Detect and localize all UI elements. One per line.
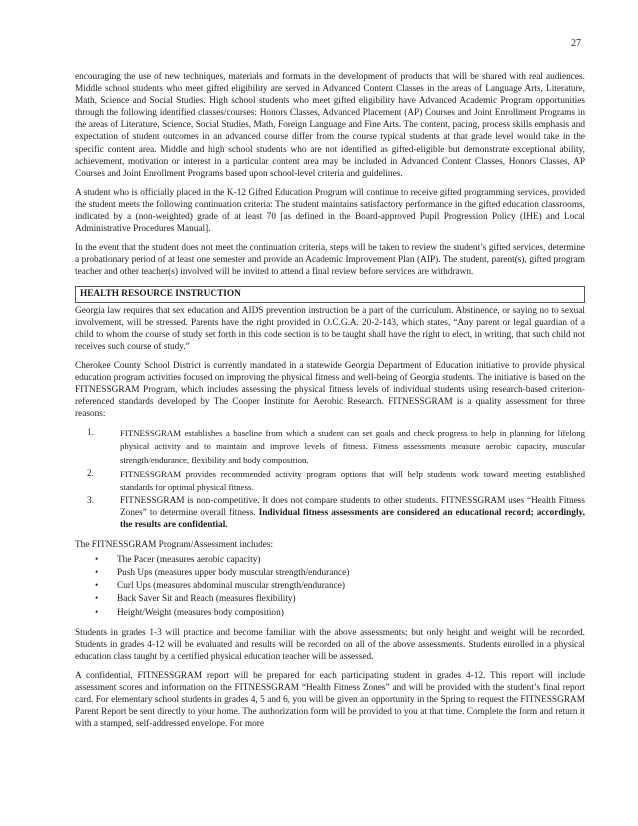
list-item [95,607,585,619]
paragraph-georgia-law: Georgia law requires that sex education and AIDS prevention instruction be a part of the curriculum. Abstinence, or saying no to sexual involvement, will be stressed. Parents have the right provided in O.C.G.A. 20-2-143, which states, “Any parent or legal guardian of a child to whom the course of study set forth in this code section is to be taught shall have the right to elect, in writing, that such child not receives such course of study.” [75,305,585,352]
bullet-icon: • [95,568,99,579]
list-text: FITNESSGRAM is non-competitive. It does not compare students to other students. FITNESSGRAM uses “Health Fitness Zones” to determine overall fitness. [120,495,585,518]
bullet-icon: • [95,555,99,566]
bullet-icon: • [95,581,99,592]
list-text-bold: Individual fitness assessments are considered an educational record; accordingly, the results are confidential. [120,507,585,530]
assessments-list [75,554,585,618]
list-text: FITNESSGRAM provides recommended activity program options that will help students work toward meeting established standards for optimal physical fitness. [120,468,585,492]
list-text: Back Saver Sit and Reach (measures flexibility) [117,594,296,605]
list-item [95,593,585,605]
list-number: 3. [87,495,94,506]
list-item [95,580,585,592]
list-text: Curl Ups (measures abdominal muscular strength/endurance) [117,581,345,592]
list-item [95,554,585,566]
bullet-icon: • [95,594,99,605]
document-body [75,71,585,737]
list-number: 1. [87,428,94,439]
list-text: Height/Weight (measures body composition) [117,607,284,618]
list-text: Push Ups (measures upper body muscular strength/endurance) [117,568,350,579]
paragraph-criteria-not-met: In the event that the student does not meet the continuation criteria, steps will be taken to review the student’s gifted services, determine a probationary period of at least one semester and provide an Academic Improvement Plan (AIP). The student, parent(s), gifted program teacher and other teacher(s) involved will be invited to attend a final review before services are withdrawn. [75,243,585,278]
paragraph-confidential-report: A confidential, FITNESSGRAM report will be prepared for each participating student in grades 4-12. This report will include assessment scores and information on the FITNESSGRAM “Health Fitness Zones” and will be provided with the student’s final report card. For elementary school students in grades 4, 5 and 6, you will be given an opportunity in the Spring to request the FITNESSGRAM Parent Report be sent directly to your home. The authorization form will be provided to you at that time. Complete the form and return it with a stamped, self-addressed envelope. For more [75,670,585,730]
list-item [95,567,585,579]
list-text: The Pacer (measures aerobic capacity) [117,555,261,566]
section-heading-health: HEALTH RESOURCE INSTRUCTION [75,286,585,303]
list-number: 2. [87,468,94,479]
paragraph-advanced-courses: encouraging the use of new techniques, materials and formats in the development of products that will be shared with real audiences. Middle school students who meet gifted eligibility are served in Advanced Content Classes in the areas of Language Arts, Literature, Math, Science and Social Studies. High school students who meet gifted eligibility have Advanced Academic Program opportunities through the following identified classes/courses: Honors Classes, Advanced Placement (AP) Courses and Joint Enrollment Programs in the areas of Literature, Science, Social Studies, Math, Foreign Language and Fine Arts. The content, pacing, process skills emphasis and expectation of student outcomes in an advanced course differ from the course typical students at that grade level would take in the specific content area. Middle and high school students who are not identified as gifted-eligible but demonstrate exceptional ability, achievement, motivation or interest in a particular content area may be included in Advanced Content Classes, Honors Classes, AP Courses and Joint Enrollment Programs based upon school-level criteria and guidelines. [75,72,585,179]
list-text: FITNESSGRAM establishes a baseline from which a student can set goals and check progress to help in planning for lifelong physical activity and to maintain and improve levels of fitness. Fitness assessments measure aerobic capacity, muscular strength/endurance, flexibility and body composition. [120,428,585,465]
paragraph-continuation-criteria: A student who is officially placed in the K-12 Gifted Education Program will continue to receive gifted programming services, provided the student meets the following continuation criteria: The student maintains satisfactory performance in the gifted education classrooms, indicated by a (non-weighted) grade of at least 70 [as defined in the Board-approved Pupil Progression Policy (IHE) and Local Administrative Procedures Manual]. [75,187,585,235]
reasons-list [75,427,585,531]
page-number: 27 [571,38,581,49]
paragraph-grades-assessed: Students in grades 1-3 will practice and become familiar with the above assessments; but only height and weight will be recorded. Students in grades 4-12 will be evaluated and results will be recorded on all of the above assessments. Students enrolled in a physical education class taught by a certified physical education teacher will be assessed. [75,627,585,662]
list-item [87,427,585,466]
list-item [87,468,585,494]
paragraph-fitnessgram-intro: Cherokee County School District is currently mandated in a statewide Georgia Department of Education initiative to provide physical education program activities focused on improving the physical fitness and well-being of Georgia students. The initiative is based on the FITNESSGRAM Program, which includes assessing the physical fitness levels of individual students using research-based criterion-referenced standards developed by The Cooper Institute for Aerobic Research. FITNESSGRAM is a quality assessment for three reasons: [75,360,585,420]
list-item [87,495,585,531]
paragraph-includes-intro: The FITNESSGRAM Program/Assessment includes: [75,540,274,551]
bullet-icon: • [95,607,99,618]
